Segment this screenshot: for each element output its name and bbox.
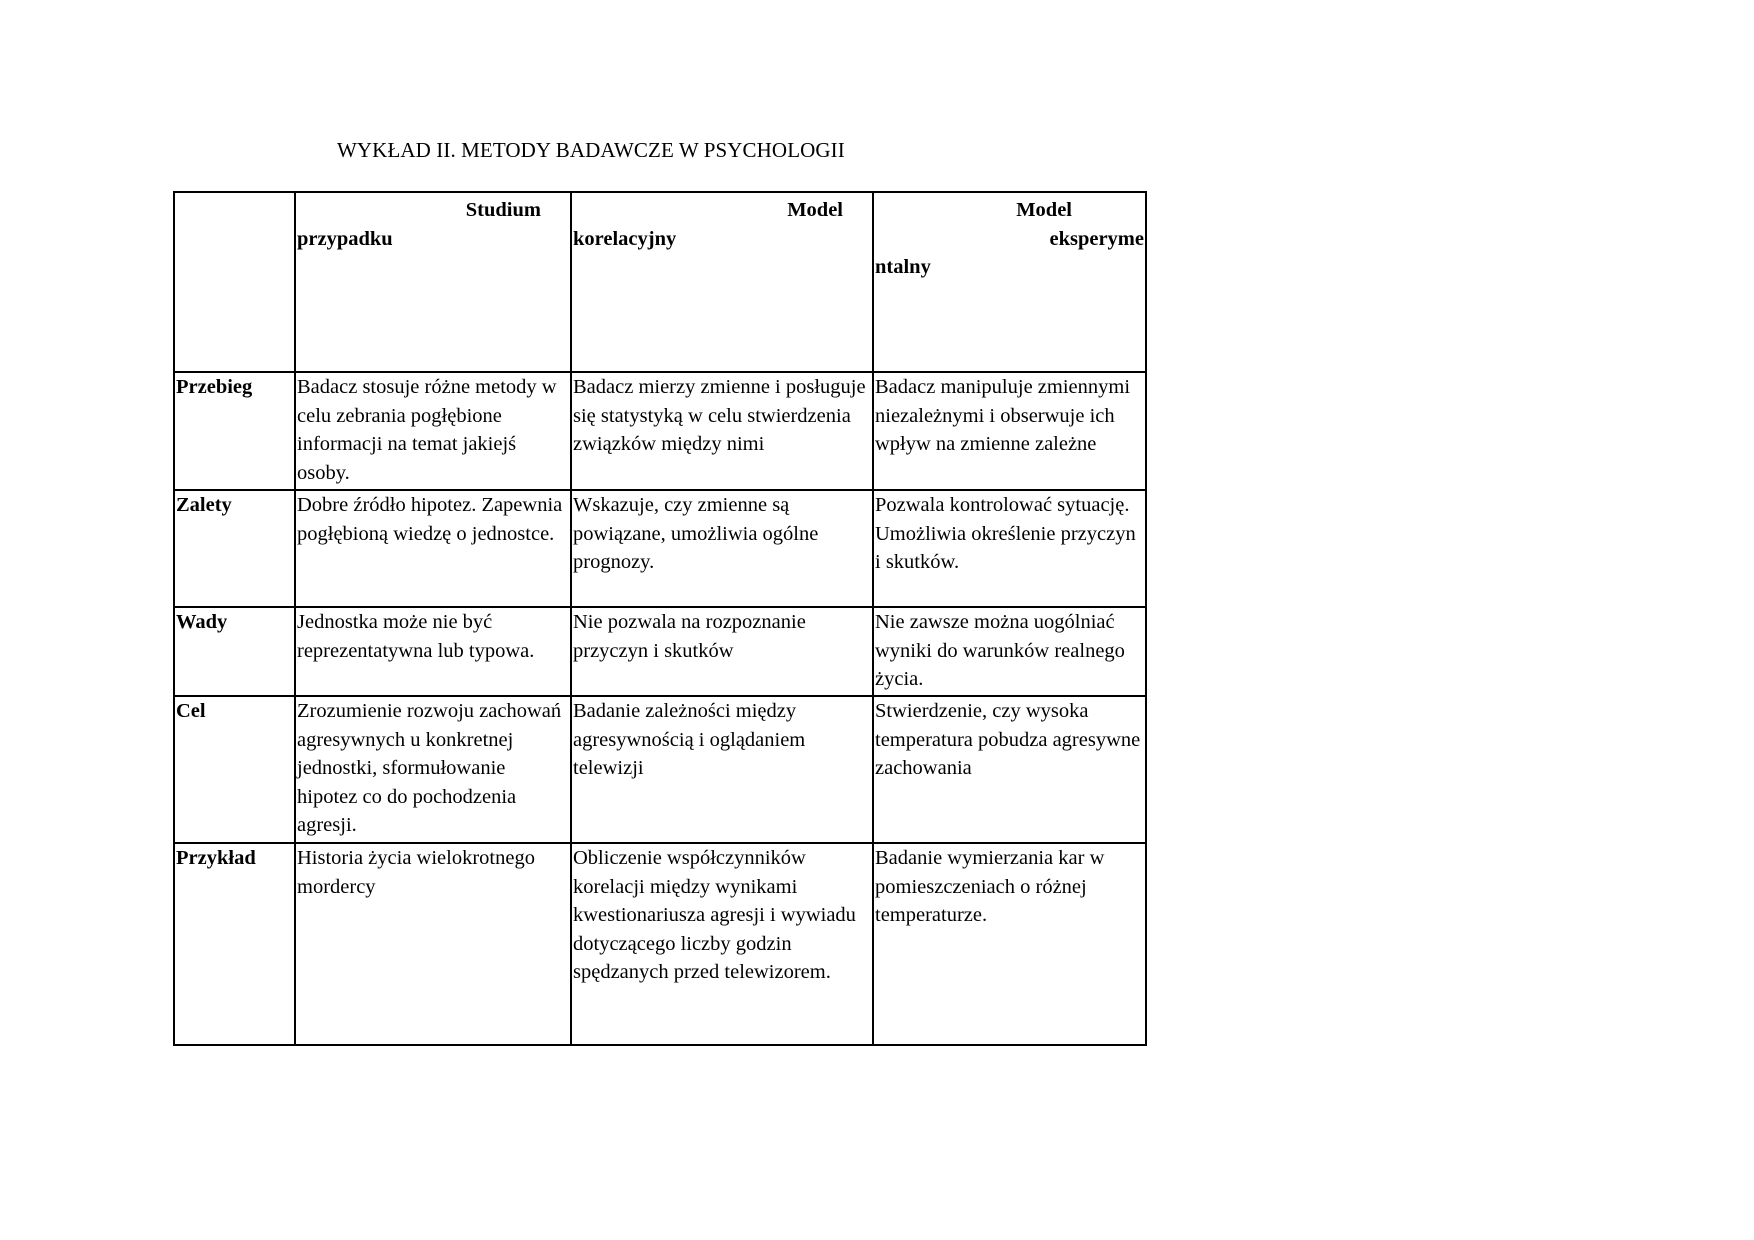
table-row-wady <box>174 607 1146 696</box>
row-label: Zalety <box>174 490 295 607</box>
header-experimental-model: Model eksperyme ntalny <box>873 192 1146 372</box>
table-cell: Badanie wymierzania kar w pomieszczeniach o różnej temperaturze. <box>873 843 1146 1045</box>
table-cell: Zrozumienie rozwoju zachowań agresywnych u konkretnej jednostki, sformułowanie hipotez co do pochodzenia agresji. <box>295 696 571 843</box>
table-cell: Dobre źródło hipotez. Zapewnia pogłębioną wiedzę o jednostce. <box>295 490 571 607</box>
row-label: Wady <box>174 607 295 696</box>
research-methods-table <box>173 191 1147 1046</box>
table-row-cel <box>174 696 1146 843</box>
table-cell: Badanie zależności między agresywnością i oglądaniem telewizji <box>571 696 873 843</box>
row-label: Cel <box>174 696 295 843</box>
table-cell: Jednostka może nie być reprezentatywna lub typowa. <box>295 607 571 696</box>
table-cell: Nie zawsze można uogólniać wyniki do warunków realnego życia. <box>873 607 1146 696</box>
table-cell: Obliczenie współczynników korelacji między wynikami kwestionariusza agresji i wywiadu dotyczącego liczby godzin spędzanych przed telewizorem. <box>571 843 873 1045</box>
table-row-przyklad <box>174 843 1146 1045</box>
table-cell: Wskazuje, czy zmienne są powiązane, umożliwia ogólne prognozy. <box>571 490 873 607</box>
document-title: WYKŁAD II. METODY BADAWCZE W PSYCHOLOGII <box>337 138 845 162</box>
table-cell: Badacz manipuluje zmiennymi niezależnymi i obserwuje ich wpływ na zmienne zależne <box>873 372 1146 490</box>
table-cell: Pozwala kontrolować sytuację. Umożliwia określenie przyczyn i skutków. <box>873 490 1146 607</box>
table-cell: Stwierdzenie, czy wysoka temperatura pobudza agresywne zachowania <box>873 696 1146 843</box>
row-label: Przebieg <box>174 372 295 490</box>
table-row-zalety <box>174 490 1146 607</box>
header-correlational-model: Model korelacyjny <box>571 192 873 372</box>
table-cell: Badacz mierzy zmienne i posługuje się statystyką w celu stwierdzenia związków między nimi <box>571 372 873 490</box>
corner-cell <box>174 192 295 372</box>
table-cell: Historia życia wielokrotnego mordercy <box>295 843 571 1045</box>
header-case-study: Studium przypadku <box>295 192 571 372</box>
table-cell: Badacz stosuje różne metody w celu zebrania pogłębione informacji na temat jakiejś osoby. <box>295 372 571 490</box>
table-row-przebieg <box>174 372 1146 490</box>
table-header-row <box>174 192 1146 372</box>
row-label: Przykład <box>174 843 295 1045</box>
table-cell: Nie pozwala na rozpoznanie przyczyn i skutków <box>571 607 873 696</box>
